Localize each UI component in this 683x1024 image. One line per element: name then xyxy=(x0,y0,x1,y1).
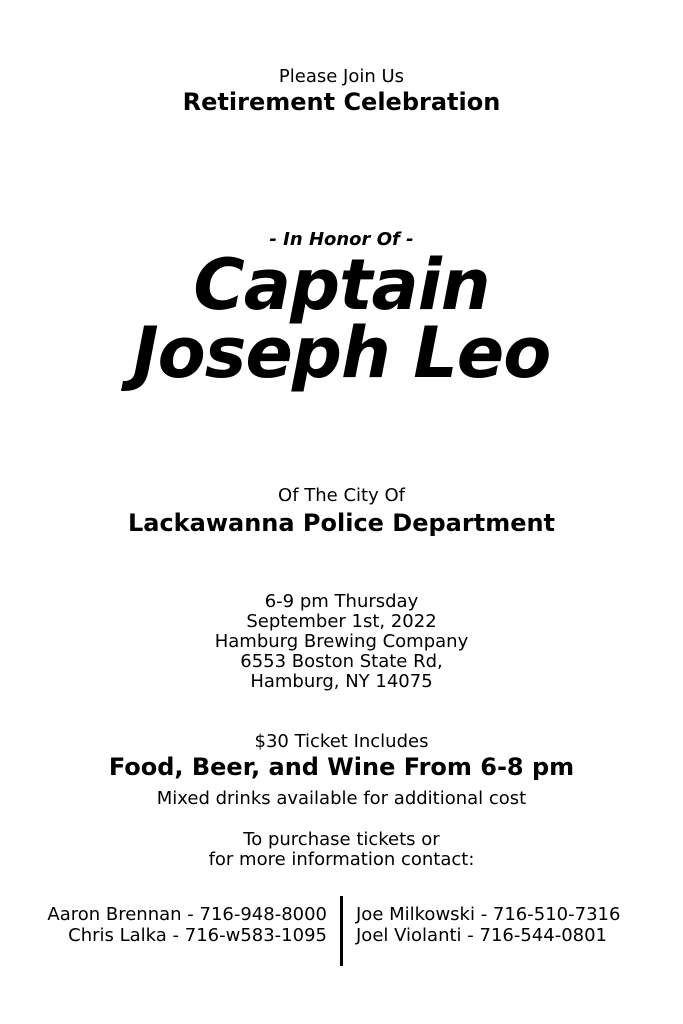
ticket-includes: Food, Beer, and Wine From 6-8 pm xyxy=(108,753,575,781)
contacts xyxy=(0,904,683,968)
contact-intro-1: To purchase tickets or xyxy=(243,829,440,850)
department-name: Lackawanna Police Department xyxy=(127,509,556,537)
in-honor-of: - In Honor Of - xyxy=(269,229,414,250)
event-date: September 1st, 2022 xyxy=(246,611,437,632)
contact-entry: Chris Lalka - 716-w583-1095 xyxy=(68,925,327,946)
contacts-right-column xyxy=(356,904,620,946)
event-time: 6-9 pm Thursday xyxy=(264,591,419,612)
contact-entry: Aaron Brennan - 716-948-8000 xyxy=(47,904,327,925)
event-street: 6553 Boston State Rd, xyxy=(240,651,443,672)
contact-entry: Joe Milkowski - 716-510-7316 xyxy=(356,904,621,925)
event-city: Hamburg, NY 14075 xyxy=(250,671,433,692)
event-venue: Hamburg Brewing Company xyxy=(214,631,469,652)
ticket-note: Mixed drinks available for additional cost xyxy=(156,788,527,809)
contacts-left-column xyxy=(47,904,327,946)
event-title: Retirement Celebration xyxy=(182,88,501,116)
contacts-divider xyxy=(340,896,343,966)
honoree-rank: Captain xyxy=(193,244,490,326)
ticket-price: $30 Ticket Includes xyxy=(254,731,429,752)
event-details xyxy=(0,592,683,692)
invite-text: Please Join Us xyxy=(278,66,405,87)
contact-intro-2: for more information contact: xyxy=(208,849,475,870)
of-the-city-of: Of The City Of xyxy=(278,485,405,506)
contact-entry: Joel Violanti - 716-544-0801 xyxy=(356,925,607,946)
honoree-name: Joseph Leo xyxy=(132,312,551,394)
